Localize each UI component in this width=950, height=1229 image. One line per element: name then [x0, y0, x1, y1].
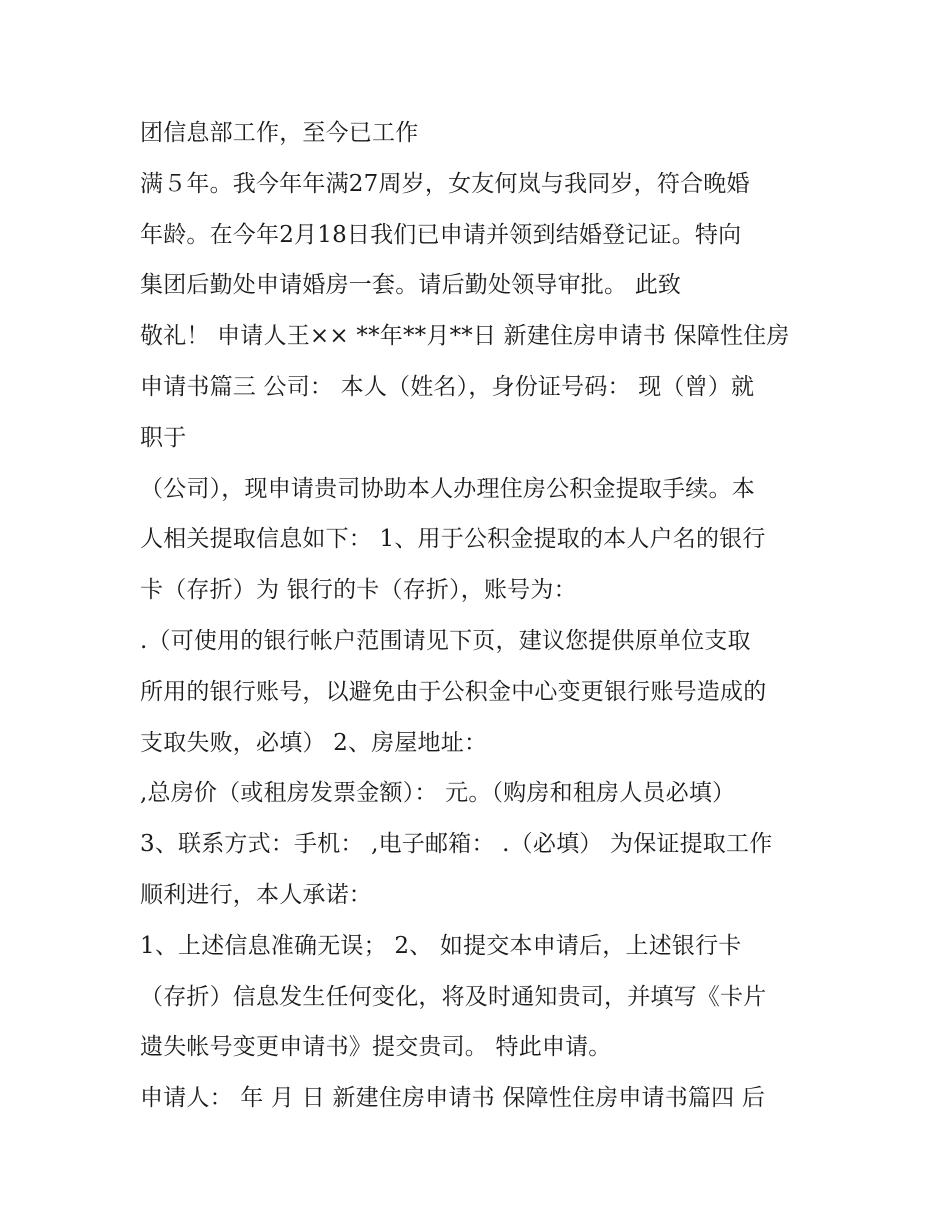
- text-line: 年龄。在今年2月18日我们已申请并领到结婚登记证。特向: [140, 221, 742, 248]
- text-line: 1、上述信息准确无误； 2、 如提交本申请后，上述银行卡: [140, 932, 742, 959]
- text-line: 支取失败，必填） 2、房屋地址：: [140, 729, 488, 756]
- text-line: 满５年。我今年年满27周岁，女友何岚与我同岁，符合晚婚: [140, 170, 750, 197]
- text-line: 人相关提取信息如下： 1、用于公积金提取的本人户名的银行: [140, 526, 766, 553]
- text-line: .（可使用的银行帐户范围请见下页，建议您提供原单位支取: [140, 627, 751, 654]
- text-line: ,总房价（或租房发票金额）： 元。（购房和租房人员必填）: [140, 780, 736, 807]
- text-line: 顺利进行，本人承诺：: [140, 881, 372, 908]
- text-line: 职于: [140, 424, 187, 451]
- text-line: 卡（存折）为 银行的卡（存折），账号为：: [140, 577, 577, 604]
- text-line: 敬礼！ 申请人王×× **年**月**日 新建住房申请书 保障性住房: [140, 323, 790, 350]
- text-line: 3、联系方式：手机： ,电子邮箱： .（必填） 为保证提取工作: [140, 831, 773, 858]
- text-line: 所用的银行账号，以避免由于公积金中心变更银行账号造成的: [140, 678, 767, 705]
- document-body: [140, 108, 820, 1124]
- text-line: 集团后勤处申请婚房一套。请后勤处领导审批。 此致: [140, 272, 682, 299]
- text-line: （公司），现申请贵司协助本人办理住房公积金提取手续。本: [140, 475, 755, 502]
- text-line: 申请书篇三 公司： 本人（姓名），身份证号码： 现（曾）就: [140, 373, 755, 400]
- text-line: 遗失帐号变更申请书》提交贵司。 特此申请。: [140, 1034, 612, 1061]
- text-line: （存折）信息发生任何变化，将及时通知贵司，并填写《卡片: [140, 983, 767, 1010]
- text-line: 申请人： 年 月 日 新建住房申请书 保障性住房申请书篇四 后: [140, 1085, 766, 1112]
- text-line: 团信息部工作，至今已工作: [140, 120, 419, 146]
